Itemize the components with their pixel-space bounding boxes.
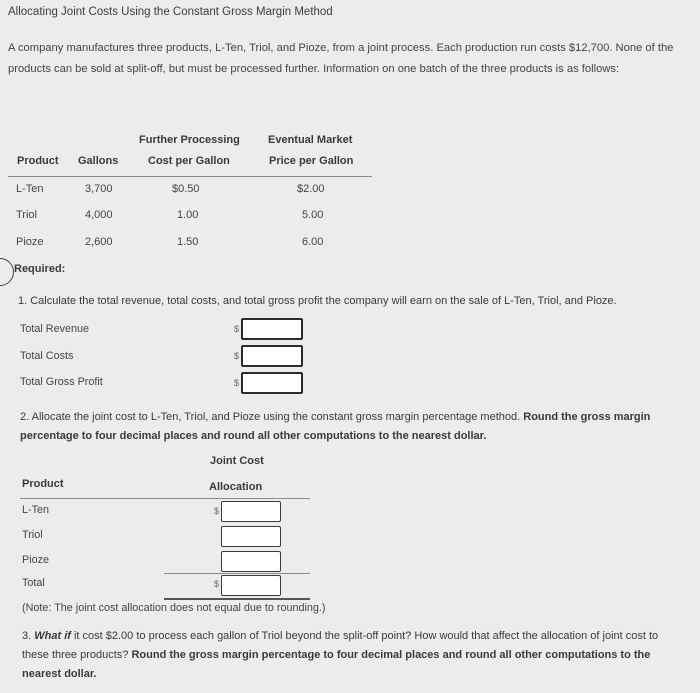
alloc-row-label: L-Ten bbox=[22, 504, 50, 516]
th-product: Product bbox=[17, 155, 59, 167]
dollar-sign: $ bbox=[234, 351, 240, 361]
q3-text bbox=[22, 627, 672, 684]
q3-text-plain: it cost $2.00 to process each gallon of Triol beyond the split-off point? How would that affect the allocation of joint cost to these three products? bbox=[22, 630, 659, 661]
th-eventual-market-2: Price per Gallon bbox=[269, 155, 354, 167]
th-further-processing-1: Further Processing bbox=[139, 134, 240, 146]
required-marker-circle bbox=[0, 258, 14, 286]
q3-what-if: What if bbox=[34, 630, 71, 642]
th-further-processing-2: Cost per Gallon bbox=[148, 155, 230, 167]
table-cell-product: Triol bbox=[16, 209, 37, 221]
table-cell-price: 6.00 bbox=[302, 236, 324, 248]
th-allocation: Allocation bbox=[209, 481, 263, 493]
table-cell-cost: 1.50 bbox=[177, 236, 199, 248]
q2-text-bold: Round the gross margin percentage to four decimal places and round all other computations to the nearest dollar. bbox=[20, 411, 651, 442]
table-cell-price: $2.00 bbox=[297, 183, 325, 195]
required-label: Required: bbox=[14, 263, 66, 275]
alloc-header-rule bbox=[20, 498, 310, 499]
th-product-alloc: Product bbox=[22, 478, 64, 490]
q2-text bbox=[20, 408, 670, 446]
q2-text-plain: 2. Allocate the joint cost to L-Ten, Triol, and Pioze using the constant gross margin percentage method. bbox=[20, 411, 521, 423]
th-eventual-market-1: Eventual Market bbox=[268, 134, 353, 146]
rounding-note: (Note: The joint cost allocation does not equal due to rounding.) bbox=[22, 602, 326, 614]
total-gross-profit-label: Total Gross Profit bbox=[20, 376, 103, 388]
dollar-sign: $ bbox=[214, 579, 220, 589]
table-cell-cost: $0.50 bbox=[172, 183, 200, 195]
dollar-sign: $ bbox=[234, 378, 240, 388]
q3-prefix: 3. bbox=[22, 630, 32, 642]
total-gross-profit-input[interactable] bbox=[241, 372, 303, 394]
total-costs-label: Total Costs bbox=[20, 350, 74, 362]
table-header-rule bbox=[8, 176, 372, 177]
total-revenue-label: Total Revenue bbox=[20, 323, 90, 335]
dollar-sign: $ bbox=[214, 506, 220, 516]
alloc-total-rule bbox=[164, 573, 310, 574]
alloc-pioze-input[interactable] bbox=[221, 551, 281, 572]
total-revenue-input[interactable] bbox=[241, 318, 303, 340]
table-cell-gallons: 2,600 bbox=[85, 236, 113, 248]
alloc-total-input[interactable] bbox=[221, 575, 281, 596]
q3-text-bold: Round the gross margin percentage to four decimal places and round all other computations to the nearest dollar. bbox=[22, 649, 651, 680]
alloc-triol-input[interactable] bbox=[221, 526, 281, 547]
th-joint-cost: Joint Cost bbox=[210, 455, 264, 467]
alloc-lten-input[interactable] bbox=[221, 501, 281, 522]
alloc-total-double-rule bbox=[164, 598, 310, 600]
table-cell-gallons: 3,700 bbox=[85, 183, 113, 195]
table-cell-gallons: 4,000 bbox=[85, 209, 113, 221]
intro-paragraph: A company manufactures three products, L-Ten, Triol, and Pioze, from a joint process. Each production run costs $12,700. None of the products can be sold at split-off, but must be processed further. Information on one batch of the three products is as follows: bbox=[8, 42, 674, 75]
dollar-sign: $ bbox=[234, 324, 240, 334]
page-title: Allocating Joint Costs Using the Constant Gross Margin Method bbox=[8, 6, 333, 18]
alloc-row-label: Pioze bbox=[22, 554, 50, 566]
total-costs-input[interactable] bbox=[241, 345, 303, 367]
alloc-row-label: Triol bbox=[22, 529, 43, 541]
alloc-row-label: Total bbox=[22, 577, 45, 589]
q1-text: 1. Calculate the total revenue, total costs, and total gross profit the company will earn on the sale of L-Ten, Triol, and Pioze. bbox=[18, 295, 617, 307]
table-cell-product: L-Ten bbox=[16, 183, 44, 195]
table-cell-cost: 1.00 bbox=[177, 209, 199, 221]
table-cell-product: Pioze bbox=[16, 236, 44, 248]
th-gallons: Gallons bbox=[78, 155, 119, 167]
table-cell-price: 5.00 bbox=[302, 209, 324, 221]
